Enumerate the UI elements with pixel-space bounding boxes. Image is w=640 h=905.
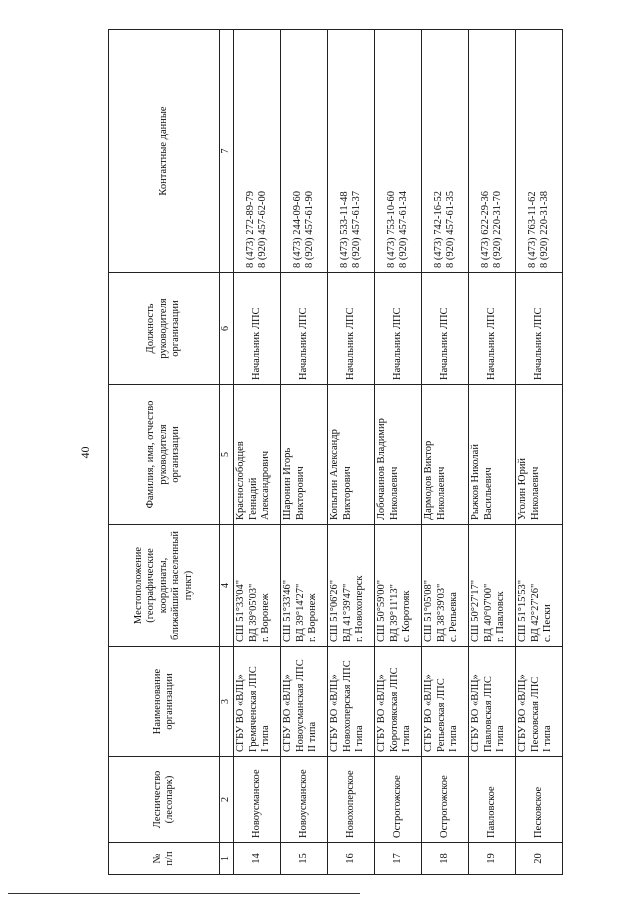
header-cell: № п/п bbox=[109, 843, 220, 875]
organizations-table bbox=[108, 29, 563, 875]
column-index-cell: 6 bbox=[220, 273, 234, 385]
organization-cell: СГБУ ВО «ВЛЦ» Новохоперская ЛПС I типа bbox=[328, 647, 375, 757]
column-index-cell: 2 bbox=[220, 757, 234, 843]
organization-cell: СГБУ ВО «ВЛЦ» Коротоякская ЛПС I типа bbox=[375, 647, 422, 757]
column-index-cell: 5 bbox=[220, 385, 234, 525]
position-cell: Начальник ЛПС bbox=[234, 273, 281, 385]
position-cell: Начальник ЛПС bbox=[516, 273, 563, 385]
forestry-cell: Павловское bbox=[469, 757, 516, 843]
head-name-cell: Лобочаинов Владимир Николаевич bbox=[375, 385, 422, 525]
head-name-cell: Рыжков Николай Васильевич bbox=[469, 385, 516, 525]
column-index-cell: 4 bbox=[220, 525, 234, 647]
position-cell: Начальник ЛПС bbox=[328, 273, 375, 385]
forestry-cell: Песковское bbox=[516, 757, 563, 843]
bottom-rule bbox=[8, 893, 360, 894]
table-row bbox=[234, 30, 281, 875]
organization-cell: СГБУ ВО «ВЛЦ» Песковская ЛПС I типа bbox=[516, 647, 563, 757]
location-cell: СШ 50°27'17" ВД 40°07'00" г. Павловск bbox=[469, 525, 516, 647]
table-row bbox=[375, 30, 422, 875]
contact-cell: 8 (473) 533-11-48 8 (920) 457-61-37 bbox=[328, 30, 375, 273]
header-row bbox=[109, 30, 220, 875]
head-name-cell: Копытин Александр Викторович bbox=[328, 385, 375, 525]
location-cell: СШ 51°05'08" ВД 38°39'03" с. Репьевка bbox=[422, 525, 469, 647]
forestry-cell: Новохоперское bbox=[328, 757, 375, 843]
contact-cell: 8 (473) 272-89-79 8 (920) 457-62-00 bbox=[234, 30, 281, 273]
row-number: 14 bbox=[234, 843, 281, 875]
forestry-cell: Новоусманское bbox=[281, 757, 328, 843]
header-cell: Наименование организации bbox=[109, 647, 220, 757]
header-cell: Контактные данные bbox=[109, 30, 220, 273]
column-index-cell: 3 bbox=[220, 647, 234, 757]
row-number: 20 bbox=[516, 843, 563, 875]
organization-cell: СГБУ ВО «ВЛЦ» Гремяченская ЛПС I типа bbox=[234, 647, 281, 757]
forestry-cell: Острогожское bbox=[375, 757, 422, 843]
contact-cell: 8 (473) 622-29-36 8 (920) 220-31-70 bbox=[469, 30, 516, 273]
location-cell: СШ 51°06'26" ВД 41°39'47" г. Новохоперск bbox=[328, 525, 375, 647]
contact-cell: 8 (473) 763-11-62 8 (920) 220-31-38 bbox=[516, 30, 563, 273]
row-number: 18 bbox=[422, 843, 469, 875]
header-cell: Должность руководителя организации bbox=[109, 273, 220, 385]
table-row bbox=[516, 30, 563, 875]
header-cell: Лесничество (лесопарк) bbox=[109, 757, 220, 843]
contact-cell: 8 (473) 244-09-60 8 (920) 457-61-90 bbox=[281, 30, 328, 273]
forestry-cell: Новоусманское bbox=[234, 757, 281, 843]
position-cell: Начальник ЛПС bbox=[422, 273, 469, 385]
position-cell: Начальник ЛПС bbox=[375, 273, 422, 385]
page-number: 40 bbox=[78, 446, 92, 459]
location-cell: СШ 51°33'46" ВД 39°14'27" г. Воронеж bbox=[281, 525, 328, 647]
position-cell: Начальник ЛПС bbox=[281, 273, 328, 385]
row-number: 19 bbox=[469, 843, 516, 875]
table-row bbox=[328, 30, 375, 875]
head-name-cell: Дармодов Виктор Николаевич bbox=[422, 385, 469, 525]
table-row bbox=[469, 30, 516, 875]
head-name-cell: Уголин Юрий Николаевич bbox=[516, 385, 563, 525]
organization-cell: СГБУ ВО «ВЛЦ» Новоусманская ЛПС II типа bbox=[281, 647, 328, 757]
header-cell: Фамилия, имя, отчество руководителя организации bbox=[109, 385, 220, 525]
rotated-page bbox=[70, 30, 610, 875]
table-row bbox=[281, 30, 328, 875]
organization-cell: СГБУ ВО «ВЛЦ» Павловская ЛПС I типа bbox=[469, 647, 516, 757]
contact-cell: 8 (473) 753-10-60 8 (920) 457-61-34 bbox=[375, 30, 422, 273]
column-index-row bbox=[220, 30, 234, 875]
row-number: 15 bbox=[281, 843, 328, 875]
table-row bbox=[422, 30, 469, 875]
column-index-cell: 7 bbox=[220, 30, 234, 273]
column-index-cell: 1 bbox=[220, 843, 234, 875]
row-number: 17 bbox=[375, 843, 422, 875]
head-name-cell: Краснослободцев Геннадий Александрович bbox=[234, 385, 281, 525]
row-number: 16 bbox=[328, 843, 375, 875]
organization-cell: СГБУ ВО «ВЛЦ» Репьевская ЛПС I типа bbox=[422, 647, 469, 757]
location-cell: СШ 51°33'04" ВД 39°05'03" г. Воронеж bbox=[234, 525, 281, 647]
header-cell: Местоположение (географические координаты, ближайший населенный пункт) bbox=[109, 525, 220, 647]
location-cell: СШ 51°15'53" ВД 42°27'26" с. Пески bbox=[516, 525, 563, 647]
contact-cell: 8 (473) 742-16-52 8 (920) 457-61-35 bbox=[422, 30, 469, 273]
position-cell: Начальник ЛПС bbox=[469, 273, 516, 385]
forestry-cell: Острогожское bbox=[422, 757, 469, 843]
location-cell: СШ 50°59'00" ВД 39°11'13" с. Коротояк bbox=[375, 525, 422, 647]
head-name-cell: Шаронин Игорь Викторович bbox=[281, 385, 328, 525]
